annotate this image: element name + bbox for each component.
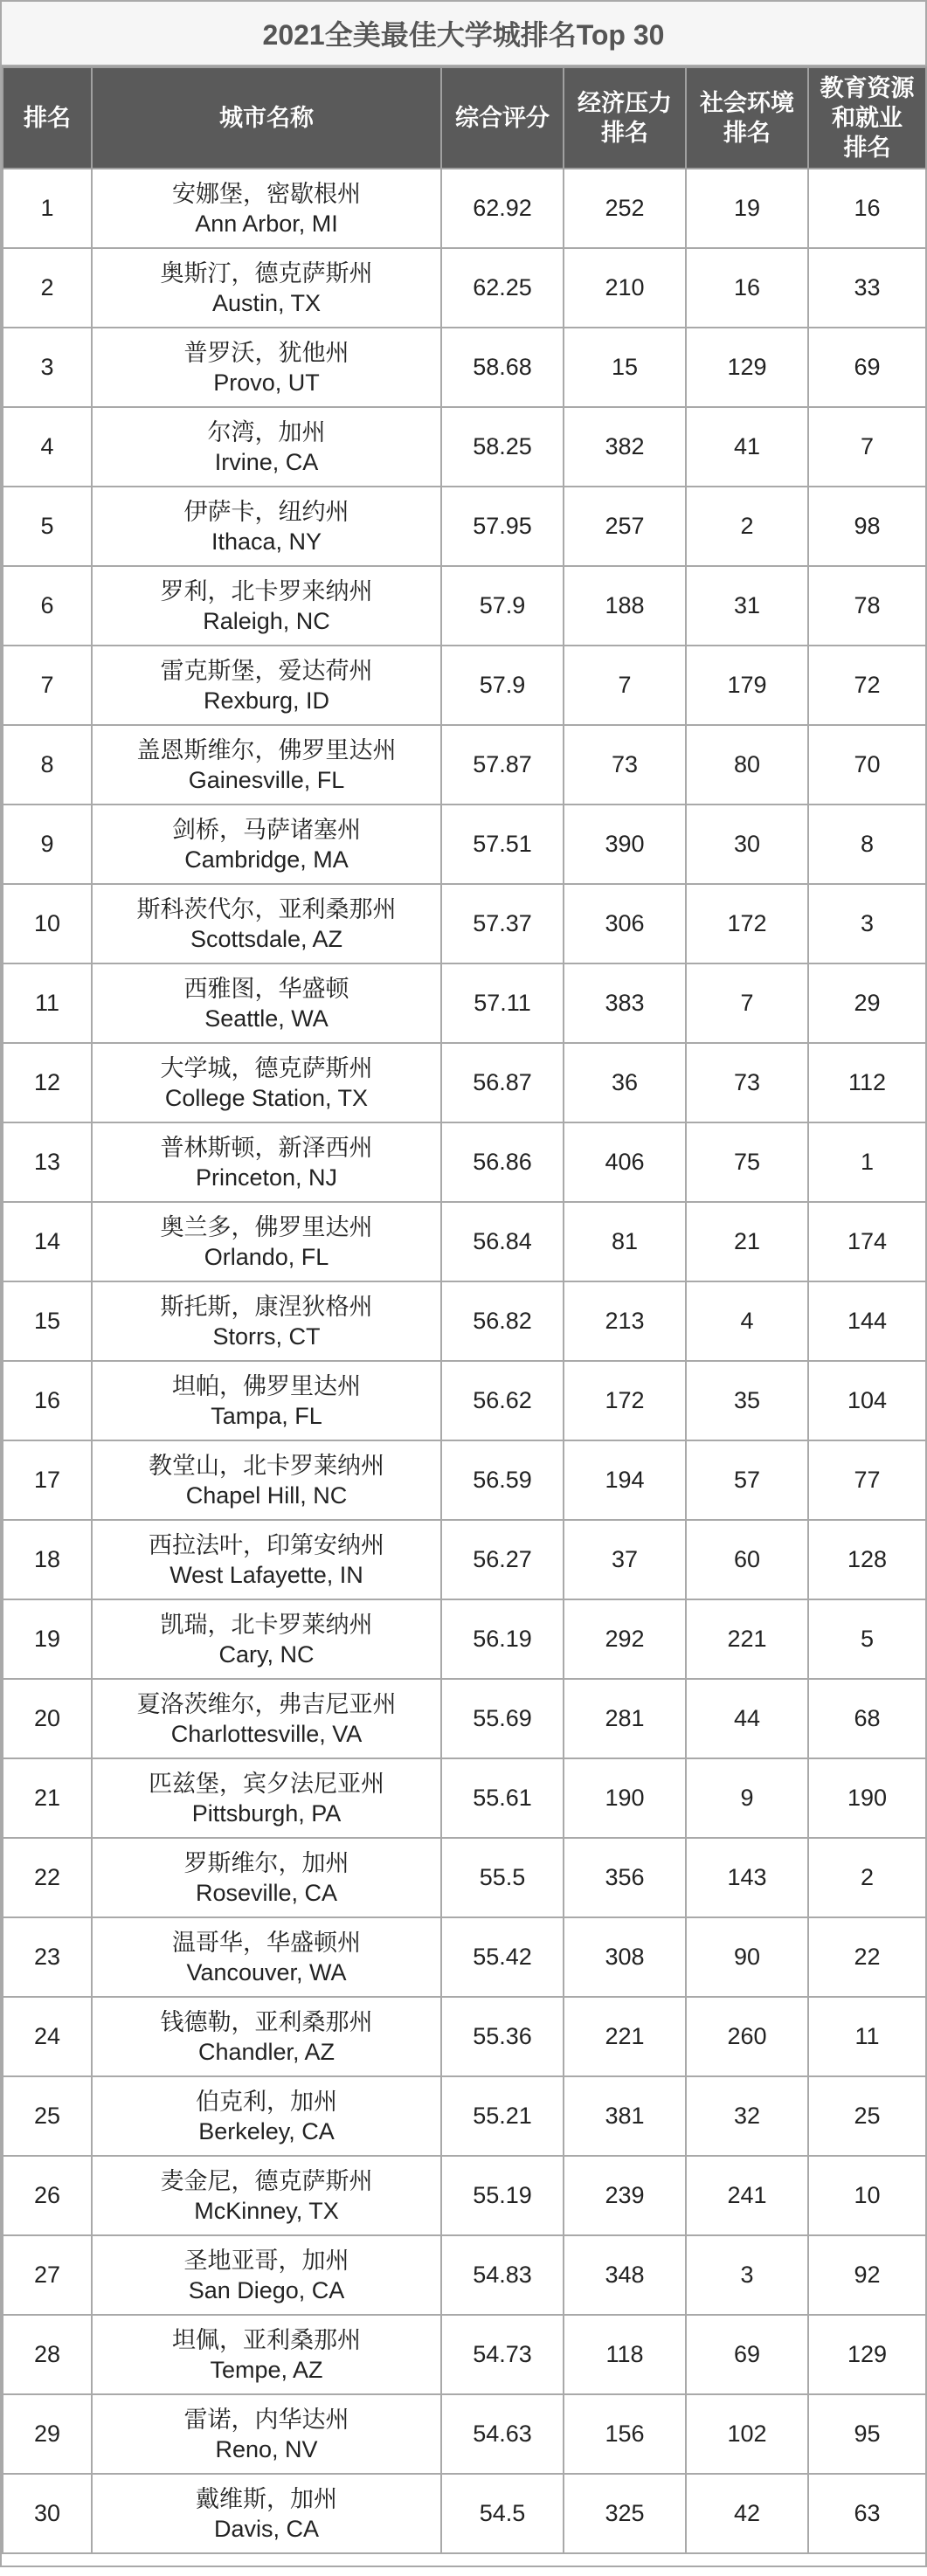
city-name-zh: 雷克斯堡，爱达荷州: [160, 657, 373, 684]
rank-cell: 27: [3, 2235, 92, 2315]
edu-rank-cell: 63: [808, 2474, 926, 2553]
econ-rank-cell: 383: [564, 963, 686, 1043]
city-name-en: Storrs, CT: [212, 1323, 321, 1350]
table-row: [3, 1361, 926, 1440]
social-rank-cell: 260: [686, 1997, 808, 2076]
edu-rank-cell: 72: [808, 646, 926, 725]
city-name-en: Ithaca, NY: [211, 528, 322, 555]
score-cell: 55.42: [441, 1917, 564, 1997]
header-edu-line: 教育资源: [820, 75, 915, 101]
social-rank-cell: 41: [686, 407, 808, 487]
city-name-en: Orlando, FL: [204, 1243, 329, 1270]
table-row: [3, 884, 926, 963]
econ-rank-cell: 356: [564, 1838, 686, 1917]
city-name-zh: 罗利，北卡罗来纳州: [160, 577, 373, 604]
city-name-zh: 大学城，德克萨斯州: [160, 1054, 373, 1081]
rank-cell: 17: [3, 1440, 92, 1520]
score-cell: 55.21: [441, 2076, 564, 2156]
city-cell: [92, 1599, 441, 1679]
city-name-zh: 教堂山，北卡罗莱纳州: [149, 1452, 384, 1479]
rank-cell: 11: [3, 963, 92, 1043]
score-cell: 56.82: [441, 1281, 564, 1361]
table-row: [3, 169, 926, 248]
city-name-zh: 普林斯顿，新泽西州: [160, 1134, 373, 1161]
city-cell: [92, 2315, 441, 2394]
table-row: [3, 487, 926, 566]
city-name-en: Tempe, AZ: [210, 2356, 323, 2383]
city-name-zh: 奥兰多，佛罗里达州: [160, 1213, 373, 1240]
table-row: [3, 1758, 926, 1838]
econ-rank-cell: 292: [564, 1599, 686, 1679]
econ-rank-cell: 239: [564, 2156, 686, 2235]
econ-rank-cell: 325: [564, 2474, 686, 2553]
page-title: 2021全美最佳大学城排名Top 30: [2, 2, 925, 66]
score-cell: 56.62: [441, 1361, 564, 1440]
edu-rank-cell: 16: [808, 169, 926, 248]
city-name-zh: 钱德勒，亚利桑那州: [160, 2008, 373, 2035]
city-name-zh: 普罗沃，犹他州: [183, 339, 349, 366]
econ-rank-cell: 257: [564, 487, 686, 566]
rank-cell: 26: [3, 2156, 92, 2235]
city-name-en: Austin, TX: [211, 289, 322, 316]
city-name-zh: 西雅图，华盛顿: [183, 975, 349, 1002]
city-name-en: Tampa, FL: [211, 1402, 322, 1429]
social-rank-cell: 179: [686, 646, 808, 725]
city-cell: [92, 169, 441, 248]
score-cell: 57.87: [441, 725, 564, 805]
table-header-row: [3, 67, 926, 169]
city-name-en: West Lafayette, IN: [169, 1561, 363, 1588]
city-cell: [92, 1440, 441, 1520]
rank-cell: 3: [3, 328, 92, 407]
score-cell: 55.69: [441, 1679, 564, 1758]
rank-cell: 22: [3, 1838, 92, 1917]
edu-rank-cell: 190: [808, 1758, 926, 1838]
econ-rank-cell: 348: [564, 2235, 686, 2315]
score-cell: 57.51: [441, 805, 564, 884]
city-name-zh: 奥斯汀，德克萨斯州: [160, 259, 373, 287]
score-cell: 58.25: [441, 407, 564, 487]
edu-rank-cell: 29: [808, 963, 926, 1043]
edu-rank-cell: 69: [808, 328, 926, 407]
rank-cell: 20: [3, 1679, 92, 1758]
edu-rank-cell: 104: [808, 1361, 926, 1440]
table-row: [3, 566, 926, 646]
rank-cell: 5: [3, 487, 92, 566]
social-rank-cell: 32: [686, 2076, 808, 2156]
social-rank-cell: 31: [686, 566, 808, 646]
table-row: [3, 1599, 926, 1679]
city-name-zh: 凯瑞，北卡罗莱纳州: [160, 1611, 373, 1638]
rank-cell: 12: [3, 1043, 92, 1122]
score-cell: 56.84: [441, 1202, 564, 1281]
econ-rank-cell: 194: [564, 1440, 686, 1520]
rank-cell: 23: [3, 1917, 92, 1997]
table-row: [3, 1838, 926, 1917]
social-rank-cell: 4: [686, 1281, 808, 1361]
city-name-en: Vancouver, WA: [186, 1958, 347, 1986]
social-rank-cell: 69: [686, 2315, 808, 2394]
table-footer-space: [2, 2554, 925, 2576]
city-name-en: Chandler, AZ: [197, 2038, 336, 2065]
edu-rank-cell: 98: [808, 487, 926, 566]
table-body: [3, 169, 926, 2553]
city-name-en: Cambridge, MA: [184, 846, 349, 873]
rank-cell: 16: [3, 1361, 92, 1440]
rank-cell: 18: [3, 1520, 92, 1599]
social-rank-cell: 221: [686, 1599, 808, 1679]
social-rank-cell: 9: [686, 1758, 808, 1838]
table-row: [3, 2474, 926, 2553]
social-rank-cell: 44: [686, 1679, 808, 1758]
edu-rank-cell: 78: [808, 566, 926, 646]
score-cell: 62.25: [441, 248, 564, 328]
rank-cell: 9: [3, 805, 92, 884]
edu-rank-cell: 112: [808, 1043, 926, 1122]
econ-rank-cell: 390: [564, 805, 686, 884]
ranking-table: [2, 66, 927, 2554]
city-name-en: Gainesville, FL: [188, 766, 345, 793]
econ-rank-cell: 281: [564, 1679, 686, 1758]
table-row: [3, 725, 926, 805]
rank-cell: 13: [3, 1122, 92, 1202]
city-cell: [92, 1361, 441, 1440]
score-cell: 58.68: [441, 328, 564, 407]
city-cell: [92, 646, 441, 725]
score-cell: 54.83: [441, 2235, 564, 2315]
city-name-zh: 匹兹堡，宾夕法尼亚州: [149, 1770, 384, 1797]
rank-cell: 21: [3, 1758, 92, 1838]
econ-rank-cell: 156: [564, 2394, 686, 2474]
econ-rank-cell: 210: [564, 248, 686, 328]
econ-rank-cell: 7: [564, 646, 686, 725]
city-name-en: San Diego, CA: [188, 2276, 345, 2303]
table-row: [3, 1122, 926, 1202]
rank-cell: 10: [3, 884, 92, 963]
header-score-line: 综合评分: [455, 105, 550, 131]
city-cell: [92, 1917, 441, 1997]
city-cell: [92, 1043, 441, 1122]
table-row: [3, 2156, 926, 2235]
econ-rank-cell: 213: [564, 1281, 686, 1361]
city-name-zh: 麦金尼，德克萨斯州: [160, 2167, 373, 2194]
city-cell: [92, 1281, 441, 1361]
city-name-zh: 雷诺，内华达州: [183, 2406, 349, 2433]
social-rank-cell: 16: [686, 248, 808, 328]
table-row: [3, 805, 926, 884]
edu-rank-cell: 174: [808, 1202, 926, 1281]
city-name-en: Princeton, NJ: [195, 1164, 338, 1191]
econ-rank-cell: 118: [564, 2315, 686, 2394]
city-name-en: Cary, NC: [218, 1640, 315, 1668]
rank-cell: 24: [3, 1997, 92, 2076]
city-name-zh: 坦佩，亚利桑那州: [172, 2326, 361, 2353]
city-cell: [92, 1122, 441, 1202]
edu-rank-cell: 128: [808, 1520, 926, 1599]
rank-cell: 28: [3, 2315, 92, 2394]
city-cell: [92, 2076, 441, 2156]
city-name-en: Provo, UT: [213, 369, 320, 396]
header-edu: [808, 67, 926, 169]
city-cell: [92, 1520, 441, 1599]
table-row: [3, 1202, 926, 1281]
econ-rank-cell: 406: [564, 1122, 686, 1202]
rank-cell: 29: [3, 2394, 92, 2474]
econ-rank-cell: 188: [564, 566, 686, 646]
table-row: [3, 2315, 926, 2394]
social-rank-cell: 143: [686, 1838, 808, 1917]
header-edu-line: 和就业: [832, 105, 903, 131]
city-cell: [92, 805, 441, 884]
city-name-en: Berkeley, CA: [198, 2117, 335, 2144]
table-row: [3, 646, 926, 725]
city-name-zh: 罗斯维尔，加州: [183, 1849, 349, 1876]
score-cell: 57.9: [441, 646, 564, 725]
rank-cell: 30: [3, 2474, 92, 2553]
city-name-zh: 圣地亚哥，加州: [183, 2247, 349, 2274]
score-cell: 57.9: [441, 566, 564, 646]
econ-rank-cell: 306: [564, 884, 686, 963]
header-city: [92, 67, 441, 169]
edu-rank-cell: 68: [808, 1679, 926, 1758]
econ-rank-cell: 15: [564, 328, 686, 407]
city-name-en: Irvine, CA: [214, 448, 319, 475]
city-name-zh: 温哥华，华盛顿州: [172, 1929, 361, 1956]
social-rank-cell: 60: [686, 1520, 808, 1599]
city-name-zh: 夏洛茨维尔，弗吉尼亚州: [136, 1690, 397, 1717]
edu-rank-cell: 144: [808, 1281, 926, 1361]
social-rank-cell: 3: [686, 2235, 808, 2315]
rank-cell: 8: [3, 725, 92, 805]
score-cell: 62.92: [441, 169, 564, 248]
econ-rank-cell: 81: [564, 1202, 686, 1281]
edu-rank-cell: 70: [808, 725, 926, 805]
edu-rank-cell: 10: [808, 2156, 926, 2235]
social-rank-cell: 129: [686, 328, 808, 407]
city-cell: [92, 1679, 441, 1758]
header-rank-line: 排名: [24, 105, 71, 131]
table-row: [3, 2076, 926, 2156]
city-name-zh: 安娜堡，密歇根州: [172, 180, 361, 207]
score-cell: 56.59: [441, 1440, 564, 1520]
score-cell: 56.86: [441, 1122, 564, 1202]
econ-rank-cell: 382: [564, 407, 686, 487]
social-rank-cell: 2: [686, 487, 808, 566]
edu-rank-cell: 95: [808, 2394, 926, 2474]
score-cell: 55.5: [441, 1838, 564, 1917]
edu-rank-cell: 11: [808, 1997, 926, 2076]
header-econ-line: 排名: [601, 120, 648, 146]
city-name-en: Chapel Hill, NC: [185, 1481, 348, 1509]
econ-rank-cell: 36: [564, 1043, 686, 1122]
social-rank-cell: 73: [686, 1043, 808, 1122]
city-name-zh: 伊萨卡，纽约州: [183, 498, 349, 525]
header-econ-line: 经济压力: [578, 90, 672, 116]
score-cell: 55.61: [441, 1758, 564, 1838]
city-cell: [92, 2474, 441, 2553]
rank-cell: 6: [3, 566, 92, 646]
social-rank-cell: 102: [686, 2394, 808, 2474]
edu-rank-cell: 2: [808, 1838, 926, 1917]
header-rank: [3, 67, 92, 169]
city-name-zh: 盖恩斯维尔，佛罗里达州: [136, 736, 397, 763]
city-cell: [92, 2394, 441, 2474]
econ-rank-cell: 221: [564, 1997, 686, 2076]
rank-cell: 1: [3, 169, 92, 248]
edu-rank-cell: 33: [808, 248, 926, 328]
city-name-zh: 戴维斯，加州: [196, 2485, 337, 2512]
score-cell: 54.73: [441, 2315, 564, 2394]
social-rank-cell: 75: [686, 1122, 808, 1202]
social-rank-cell: 21: [686, 1202, 808, 1281]
city-name-en: Ann Arbor, MI: [195, 210, 338, 237]
rank-cell: 2: [3, 248, 92, 328]
score-cell: 57.95: [441, 487, 564, 566]
table-row: [3, 1520, 926, 1599]
table-row: [3, 2394, 926, 2474]
header-social-line: 社会环境: [700, 90, 794, 116]
social-rank-cell: 30: [686, 805, 808, 884]
rank-cell: 7: [3, 646, 92, 725]
econ-rank-cell: 73: [564, 725, 686, 805]
city-name-zh: 剑桥，马萨诸塞州: [172, 816, 361, 843]
social-rank-cell: 80: [686, 725, 808, 805]
table-row: [3, 963, 926, 1043]
city-name-zh: 尔湾，加州: [207, 418, 326, 445]
score-cell: 56.87: [441, 1043, 564, 1122]
rank-cell: 15: [3, 1281, 92, 1361]
edu-rank-cell: 77: [808, 1440, 926, 1520]
social-rank-cell: 35: [686, 1361, 808, 1440]
rank-cell: 14: [3, 1202, 92, 1281]
social-rank-cell: 241: [686, 2156, 808, 2235]
rank-cell: 25: [3, 2076, 92, 2156]
table-row: [3, 1043, 926, 1122]
city-cell: [92, 884, 441, 963]
edu-rank-cell: 22: [808, 1917, 926, 1997]
city-cell: [92, 1997, 441, 2076]
city-cell: [92, 248, 441, 328]
score-cell: 57.11: [441, 963, 564, 1043]
table-row: [3, 328, 926, 407]
social-rank-cell: 172: [686, 884, 808, 963]
city-name-zh: 伯克利，加州: [196, 2088, 337, 2115]
edu-rank-cell: 7: [808, 407, 926, 487]
econ-rank-cell: 252: [564, 169, 686, 248]
social-rank-cell: 42: [686, 2474, 808, 2553]
table-row: [3, 248, 926, 328]
city-name-en: Reno, NV: [215, 2435, 318, 2462]
city-cell: [92, 1838, 441, 1917]
econ-rank-cell: 172: [564, 1361, 686, 1440]
header-edu-line: 排名: [843, 135, 891, 161]
header-city-line: 城市名称: [219, 105, 314, 131]
city-cell: [92, 1202, 441, 1281]
header-econ: [564, 67, 686, 169]
city-cell: [92, 487, 441, 566]
city-name-zh: 斯托斯，康涅狄格州: [160, 1293, 373, 1320]
city-name-zh: 坦帕，佛罗里达州: [172, 1372, 361, 1399]
city-cell: [92, 963, 441, 1043]
city-cell: [92, 566, 441, 646]
rank-cell: 4: [3, 407, 92, 487]
score-cell: 54.63: [441, 2394, 564, 2474]
score-cell: 55.19: [441, 2156, 564, 2235]
city-name-zh: 西拉法叶，印第安纳州: [149, 1531, 384, 1558]
city-cell: [92, 725, 441, 805]
city-cell: [92, 2156, 441, 2235]
econ-rank-cell: 37: [564, 1520, 686, 1599]
table-row: [3, 407, 926, 487]
table-row: [3, 2235, 926, 2315]
social-rank-cell: 7: [686, 963, 808, 1043]
edu-rank-cell: 1: [808, 1122, 926, 1202]
table-row: [3, 1281, 926, 1361]
city-name-en: Roseville, CA: [195, 1879, 338, 1906]
table-row: [3, 1679, 926, 1758]
city-name-zh: 斯科茨代尔，亚利桑那州: [136, 895, 397, 922]
city-cell: [92, 328, 441, 407]
score-cell: 56.19: [441, 1599, 564, 1679]
edu-rank-cell: 129: [808, 2315, 926, 2394]
city-cell: [92, 1758, 441, 1838]
rank-cell: 19: [3, 1599, 92, 1679]
social-rank-cell: 57: [686, 1440, 808, 1520]
econ-rank-cell: 190: [564, 1758, 686, 1838]
city-name-en: Davis, CA: [213, 2515, 320, 2542]
city-name-en: Raleigh, NC: [203, 607, 330, 634]
city-name-en: Pittsburgh, PA: [191, 1799, 342, 1827]
score-cell: 57.37: [441, 884, 564, 963]
city-name-en: College Station, TX: [164, 1084, 369, 1111]
city-name-en: Rexburg, ID: [203, 687, 330, 714]
social-rank-cell: 90: [686, 1917, 808, 1997]
city-name-en: Seattle, WA: [204, 1005, 329, 1032]
header-social: [686, 67, 808, 169]
edu-rank-cell: 5: [808, 1599, 926, 1679]
econ-rank-cell: 308: [564, 1917, 686, 1997]
edu-rank-cell: 3: [808, 884, 926, 963]
social-rank-cell: 19: [686, 169, 808, 248]
header-score: [441, 67, 564, 169]
score-cell: 56.27: [441, 1520, 564, 1599]
city-name-en: Scottsdale, AZ: [190, 925, 343, 952]
table-row: [3, 1997, 926, 2076]
edu-rank-cell: 25: [808, 2076, 926, 2156]
header-social-line: 排名: [723, 120, 771, 146]
edu-rank-cell: 92: [808, 2235, 926, 2315]
city-cell: [92, 407, 441, 487]
edu-rank-cell: 8: [808, 805, 926, 884]
table-row: [3, 1917, 926, 1997]
score-cell: 54.5: [441, 2474, 564, 2553]
score-cell: 55.36: [441, 1997, 564, 2076]
city-cell: [92, 2235, 441, 2315]
table-row: [3, 1440, 926, 1520]
city-name-en: McKinney, TX: [194, 2197, 339, 2224]
city-name-en: Charlottesville, VA: [170, 1720, 363, 1747]
econ-rank-cell: 381: [564, 2076, 686, 2156]
